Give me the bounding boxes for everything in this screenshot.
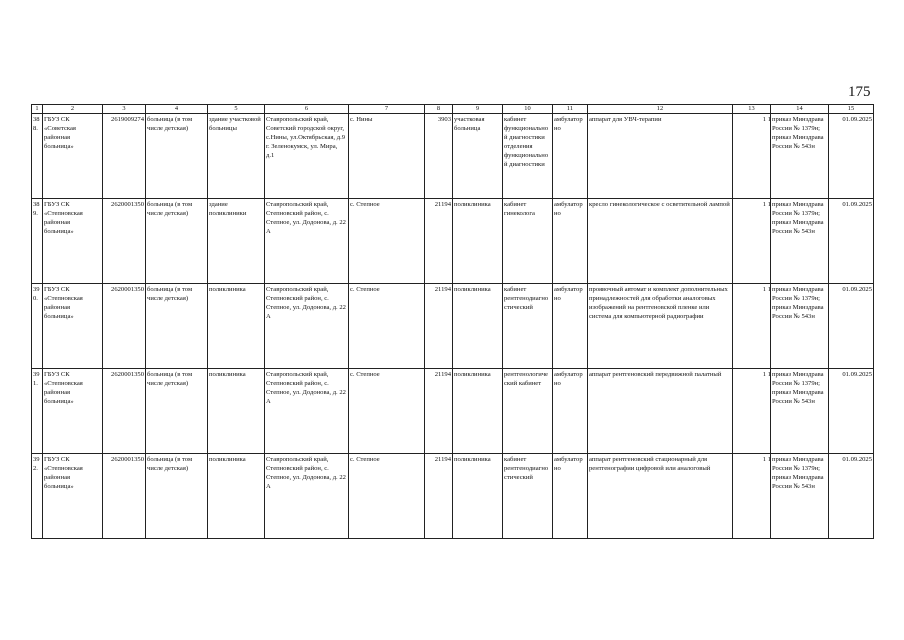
locality: с. Нины bbox=[349, 114, 425, 199]
locality: с. Степное bbox=[349, 284, 425, 369]
subdivision: участковая больница bbox=[453, 114, 503, 199]
regulation: приказ Минздрава России № 1379н; приказ Минздрава России № 543н bbox=[771, 199, 829, 284]
building: здание поликлиники bbox=[208, 199, 265, 284]
quantity bbox=[733, 114, 771, 199]
subdivision: поликлиника bbox=[453, 454, 503, 539]
column-number-row bbox=[32, 105, 874, 114]
quantity bbox=[733, 284, 771, 369]
room: рентгенологический кабинет bbox=[503, 369, 553, 454]
registry-table bbox=[31, 104, 874, 539]
population: 3903 bbox=[425, 114, 453, 199]
facility-kind: больница (в том числе детская) bbox=[146, 454, 208, 539]
quantity: 1 bbox=[762, 116, 766, 123]
quantity: 1 bbox=[762, 456, 766, 463]
subdivision: поликлиника bbox=[453, 199, 503, 284]
equipment: аппарат для УВЧ-терапии bbox=[588, 114, 733, 199]
locality: с. Степное bbox=[349, 454, 425, 539]
building: здание участковой больницы bbox=[208, 114, 265, 199]
care-mode: амбулаторно bbox=[553, 369, 588, 454]
population: 21194 bbox=[425, 369, 453, 454]
column-number-5: 5 bbox=[208, 105, 265, 114]
column-number-14: 14 bbox=[771, 105, 829, 114]
deadline-date: 01.09.2025 bbox=[829, 114, 874, 199]
building: поликлиника bbox=[208, 284, 265, 369]
org-code: 2620001350 bbox=[103, 369, 146, 454]
equipment: аппарат рентгеновский передвижной палатный bbox=[588, 369, 733, 454]
row-number: 392. bbox=[32, 454, 43, 539]
quantity: 1 bbox=[762, 286, 766, 293]
column-number-3: 3 bbox=[103, 105, 146, 114]
table-row bbox=[32, 199, 874, 284]
care-mode: амбулаторно bbox=[553, 199, 588, 284]
organization: ГБУЗ СК «Степновская районная больница» bbox=[43, 454, 103, 539]
population: 21194 bbox=[425, 454, 453, 539]
quantity: 1 bbox=[762, 371, 766, 378]
care-mode: амбулаторно bbox=[553, 454, 588, 539]
row-number: 388. bbox=[32, 114, 43, 199]
facility-kind: больница (в том числе детская) bbox=[146, 284, 208, 369]
address: Ставропольский край, Степновский район, с. Степное, ул. Додонова, д. 22 А bbox=[265, 284, 349, 369]
row-number: 390. bbox=[32, 284, 43, 369]
quantity-required: 1 bbox=[767, 456, 771, 463]
room: кабинет функциональной диагностики отделения функциональной диагностики bbox=[503, 114, 553, 199]
column-number-9: 9 bbox=[453, 105, 503, 114]
room: кабинет гинекологa bbox=[503, 199, 553, 284]
deadline-date: 01.09.2025 bbox=[829, 369, 874, 454]
column-number-6: 6 bbox=[265, 105, 349, 114]
facility-kind: больница (в том числе детская) bbox=[146, 114, 208, 199]
table-row bbox=[32, 369, 874, 454]
address: Ставропольский край, Степновский район, с. Степное, ул. Додонова, д. 22 А bbox=[265, 199, 349, 284]
population: 21194 bbox=[425, 284, 453, 369]
building: поликлиника bbox=[208, 369, 265, 454]
room: кабинет рентгенодиагностический bbox=[503, 284, 553, 369]
row-number: 389. bbox=[32, 199, 43, 284]
column-number-11: 11 bbox=[553, 105, 588, 114]
org-code: 2620001350 bbox=[103, 454, 146, 539]
population: 21194 bbox=[425, 199, 453, 284]
deadline-date: 01.09.2025 bbox=[829, 199, 874, 284]
deadline-date: 01.09.2025 bbox=[829, 454, 874, 539]
quantity-required: 1 bbox=[767, 371, 771, 378]
building: поликлиника bbox=[208, 454, 265, 539]
subdivision: поликлиника bbox=[453, 284, 503, 369]
room: кабинет рентгенодиагностический bbox=[503, 454, 553, 539]
column-number-4: 4 bbox=[146, 105, 208, 114]
address: Ставропольский край, Степновский район, с. Степное, ул. Додонова, д. 22 А bbox=[265, 454, 349, 539]
org-code: 2619009274 bbox=[103, 114, 146, 199]
facility-kind: больница (в том числе детская) bbox=[146, 199, 208, 284]
quantity bbox=[733, 454, 771, 539]
column-number-15: 15 bbox=[829, 105, 874, 114]
organization: ГБУЗ СК «Степновская районная больница» bbox=[43, 284, 103, 369]
facility-kind: больница (в том числе детская) bbox=[146, 369, 208, 454]
regulation: приказ Минздрава России № 1379н; приказ Минздрава России № 543н bbox=[771, 284, 829, 369]
org-code: 2620001350 bbox=[103, 284, 146, 369]
column-number-12: 12 bbox=[588, 105, 733, 114]
row-number: 391. bbox=[32, 369, 43, 454]
subdivision: поликлиника bbox=[453, 369, 503, 454]
column-number-1: 1 bbox=[32, 105, 43, 114]
quantity-required: 1 bbox=[767, 286, 771, 293]
organization: ГБУЗ СК «Степновская районная больница» bbox=[43, 369, 103, 454]
org-code: 2620001350 bbox=[103, 199, 146, 284]
care-mode: амбулаторно bbox=[553, 284, 588, 369]
regulation: приказ Минздрава России № 1379н; приказ Минздрава России № 543н bbox=[771, 454, 829, 539]
equipment: кресло гинекологическое с осветительной лампой bbox=[588, 199, 733, 284]
organization: ГБУЗ СК «Советская районная больница» bbox=[43, 114, 103, 199]
quantity bbox=[733, 369, 771, 454]
organization: ГБУЗ СК «Степновская районная больница» bbox=[43, 199, 103, 284]
equipment: аппарат рентгеновский стационарный для рентгенографии цифровой или аналоговый bbox=[588, 454, 733, 539]
regulation: приказ Минздрава России № 1379н; приказ Минздрава России № 543н bbox=[771, 114, 829, 199]
column-number-2: 2 bbox=[43, 105, 103, 114]
table-row bbox=[32, 114, 874, 199]
deadline-date: 01.09.2025 bbox=[829, 284, 874, 369]
quantity-required: 1 bbox=[767, 116, 771, 123]
regulation: приказ Минздрава России № 1379н; приказ Минздрава России № 543н bbox=[771, 369, 829, 454]
column-number-10: 10 bbox=[503, 105, 553, 114]
table-row bbox=[32, 454, 874, 539]
column-number-13: 13 bbox=[733, 105, 771, 114]
quantity: 1 bbox=[762, 201, 766, 208]
address: Ставропольский край, Степновский район, с. Степное, ул. Додонова, д. 22 А bbox=[265, 369, 349, 454]
locality: с. Степное bbox=[349, 369, 425, 454]
equipment: проявочный автомат и комплект дополнительных принадлежностей для обработки аналоговых изображений на рентгеновской пленке или система для компьютерной радиографии bbox=[588, 284, 733, 369]
column-number-8: 8 bbox=[425, 105, 453, 114]
page-number: 175 bbox=[848, 84, 871, 100]
quantity-required: 1 bbox=[767, 201, 771, 208]
care-mode: амбулаторно bbox=[553, 114, 588, 199]
address: Ставропольский край, Советский городской округ, с.Нины, ул.Октябрьская, д.9 г. Зеленокумск, ул. Мира, д.1 bbox=[265, 114, 349, 199]
column-number-7: 7 bbox=[349, 105, 425, 114]
table-row bbox=[32, 284, 874, 369]
quantity bbox=[733, 199, 771, 284]
locality: с. Степное bbox=[349, 199, 425, 284]
